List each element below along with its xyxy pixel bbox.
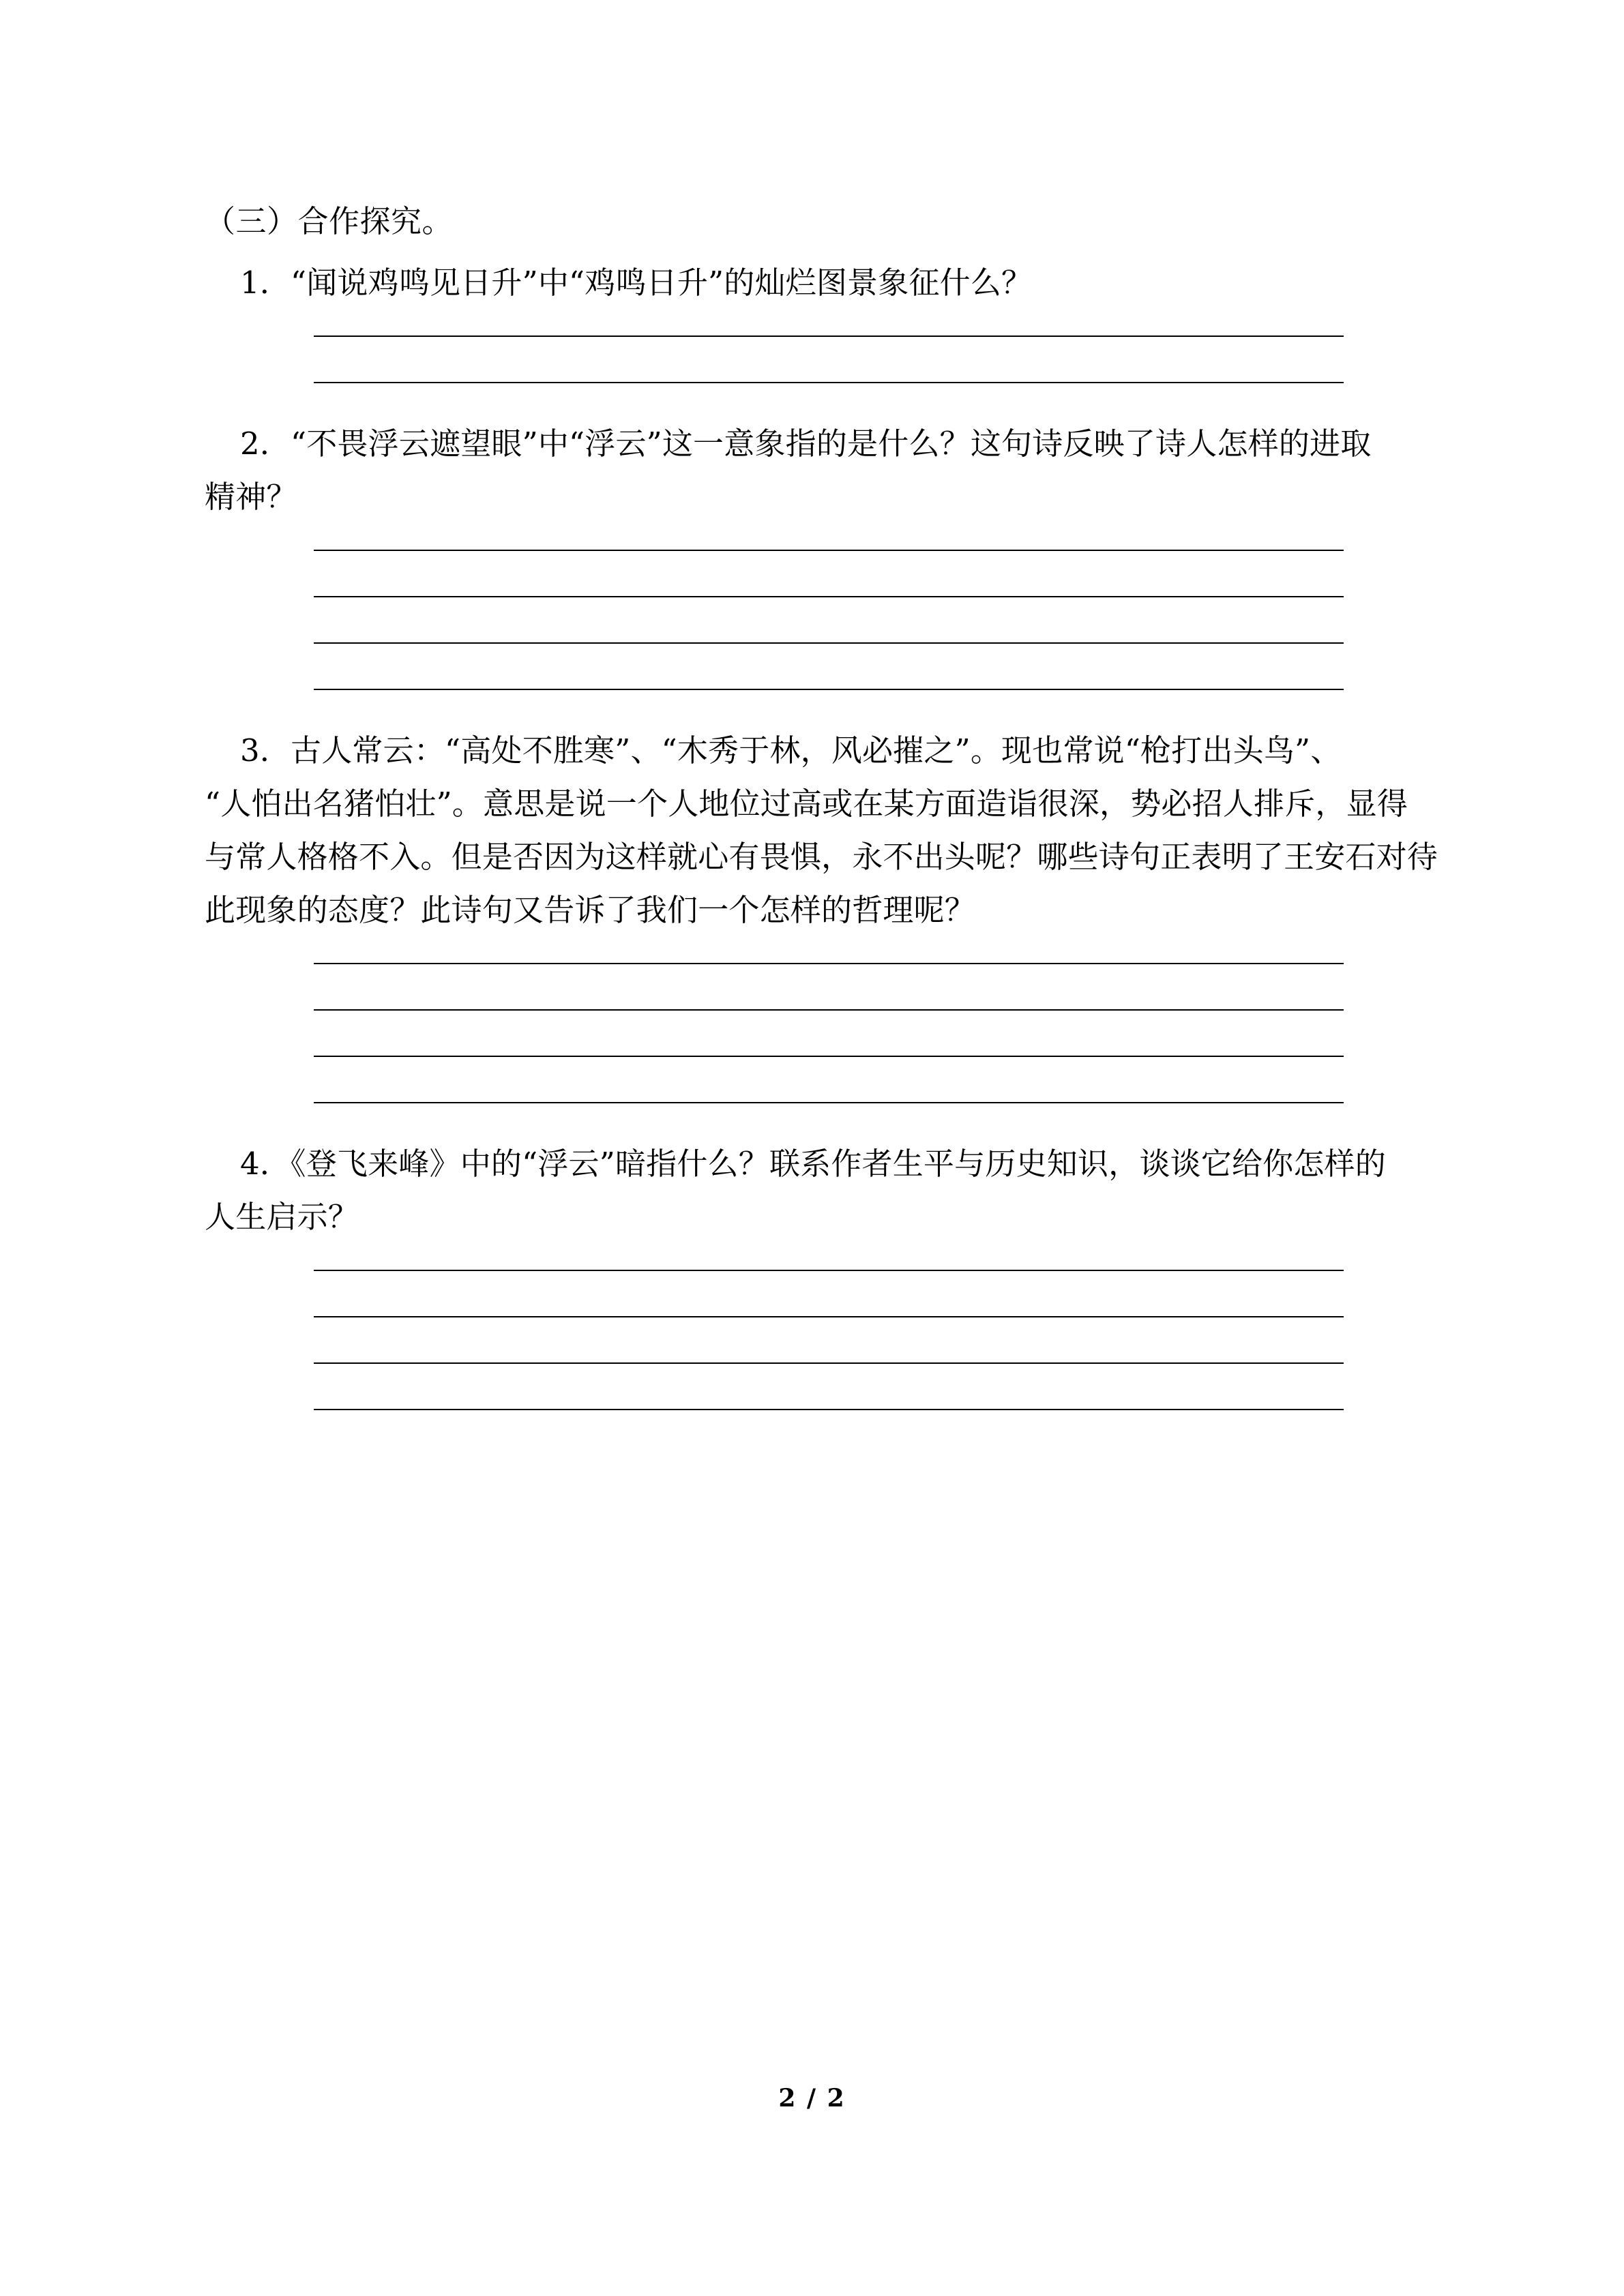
question-1-line-1: 1．“闻说鸡鸣见日升”中“鸡鸣日升”的灿烂图景象征什么？ xyxy=(240,265,1033,301)
question-3-line-2: “人怕出名猪怕壮”。意思是说一个人地位过高或在某方面造诣很深，势必招人排斥，显得 xyxy=(205,786,1408,822)
question-block-4 xyxy=(205,1137,1480,1410)
question-3-line-4: 此现象的态度？此诗句又告诉了我们一个怎样的哲理呢？ xyxy=(205,892,976,928)
answer-lines-1 xyxy=(205,310,1480,383)
question-4-line-1: 4．《登飞来峰》中的“浮云”暗指什么？联系作者生平与历史知识，谈谈它给你怎样的 xyxy=(240,1146,1386,1182)
question-block-3 xyxy=(205,724,1480,1137)
question-2-line-1: 2．“不畏浮云遮望眼”中“浮云”这一意象指的是什么？这句诗反映了诗人怎样的进取 xyxy=(240,426,1372,462)
question-2-line-2: 精神？ xyxy=(205,479,297,515)
question-text-1 xyxy=(205,256,1480,310)
answer-lines-4 xyxy=(205,1244,1480,1410)
answer-rule[interactable] xyxy=(314,1409,1344,1410)
answer-lines-2 xyxy=(205,524,1480,690)
question-3-line-1: 3．古人常云：“高处不胜寒”、“木秀于林，风必摧之”。现也常说“枪打出头鸟”、 xyxy=(240,732,1342,769)
question-text-3 xyxy=(205,724,1480,937)
document-content xyxy=(205,195,1480,1410)
page-number-footer: 2 / 2 xyxy=(778,2084,846,2113)
question-text-4 xyxy=(205,1137,1480,1244)
question-block-2 xyxy=(205,417,1480,724)
question-text-2 xyxy=(205,417,1480,524)
question-4-line-2: 人生启示？ xyxy=(205,1199,359,1235)
answer-lines-3 xyxy=(205,937,1480,1103)
question-block-1 xyxy=(205,256,1480,417)
question-3-line-3: 与常人格格不入。但是否因为这样就心有畏惧，永不出头呢？哪些诗句正表明了王安石对待 xyxy=(205,839,1438,875)
section-heading: （三）合作探究。 xyxy=(205,203,454,239)
